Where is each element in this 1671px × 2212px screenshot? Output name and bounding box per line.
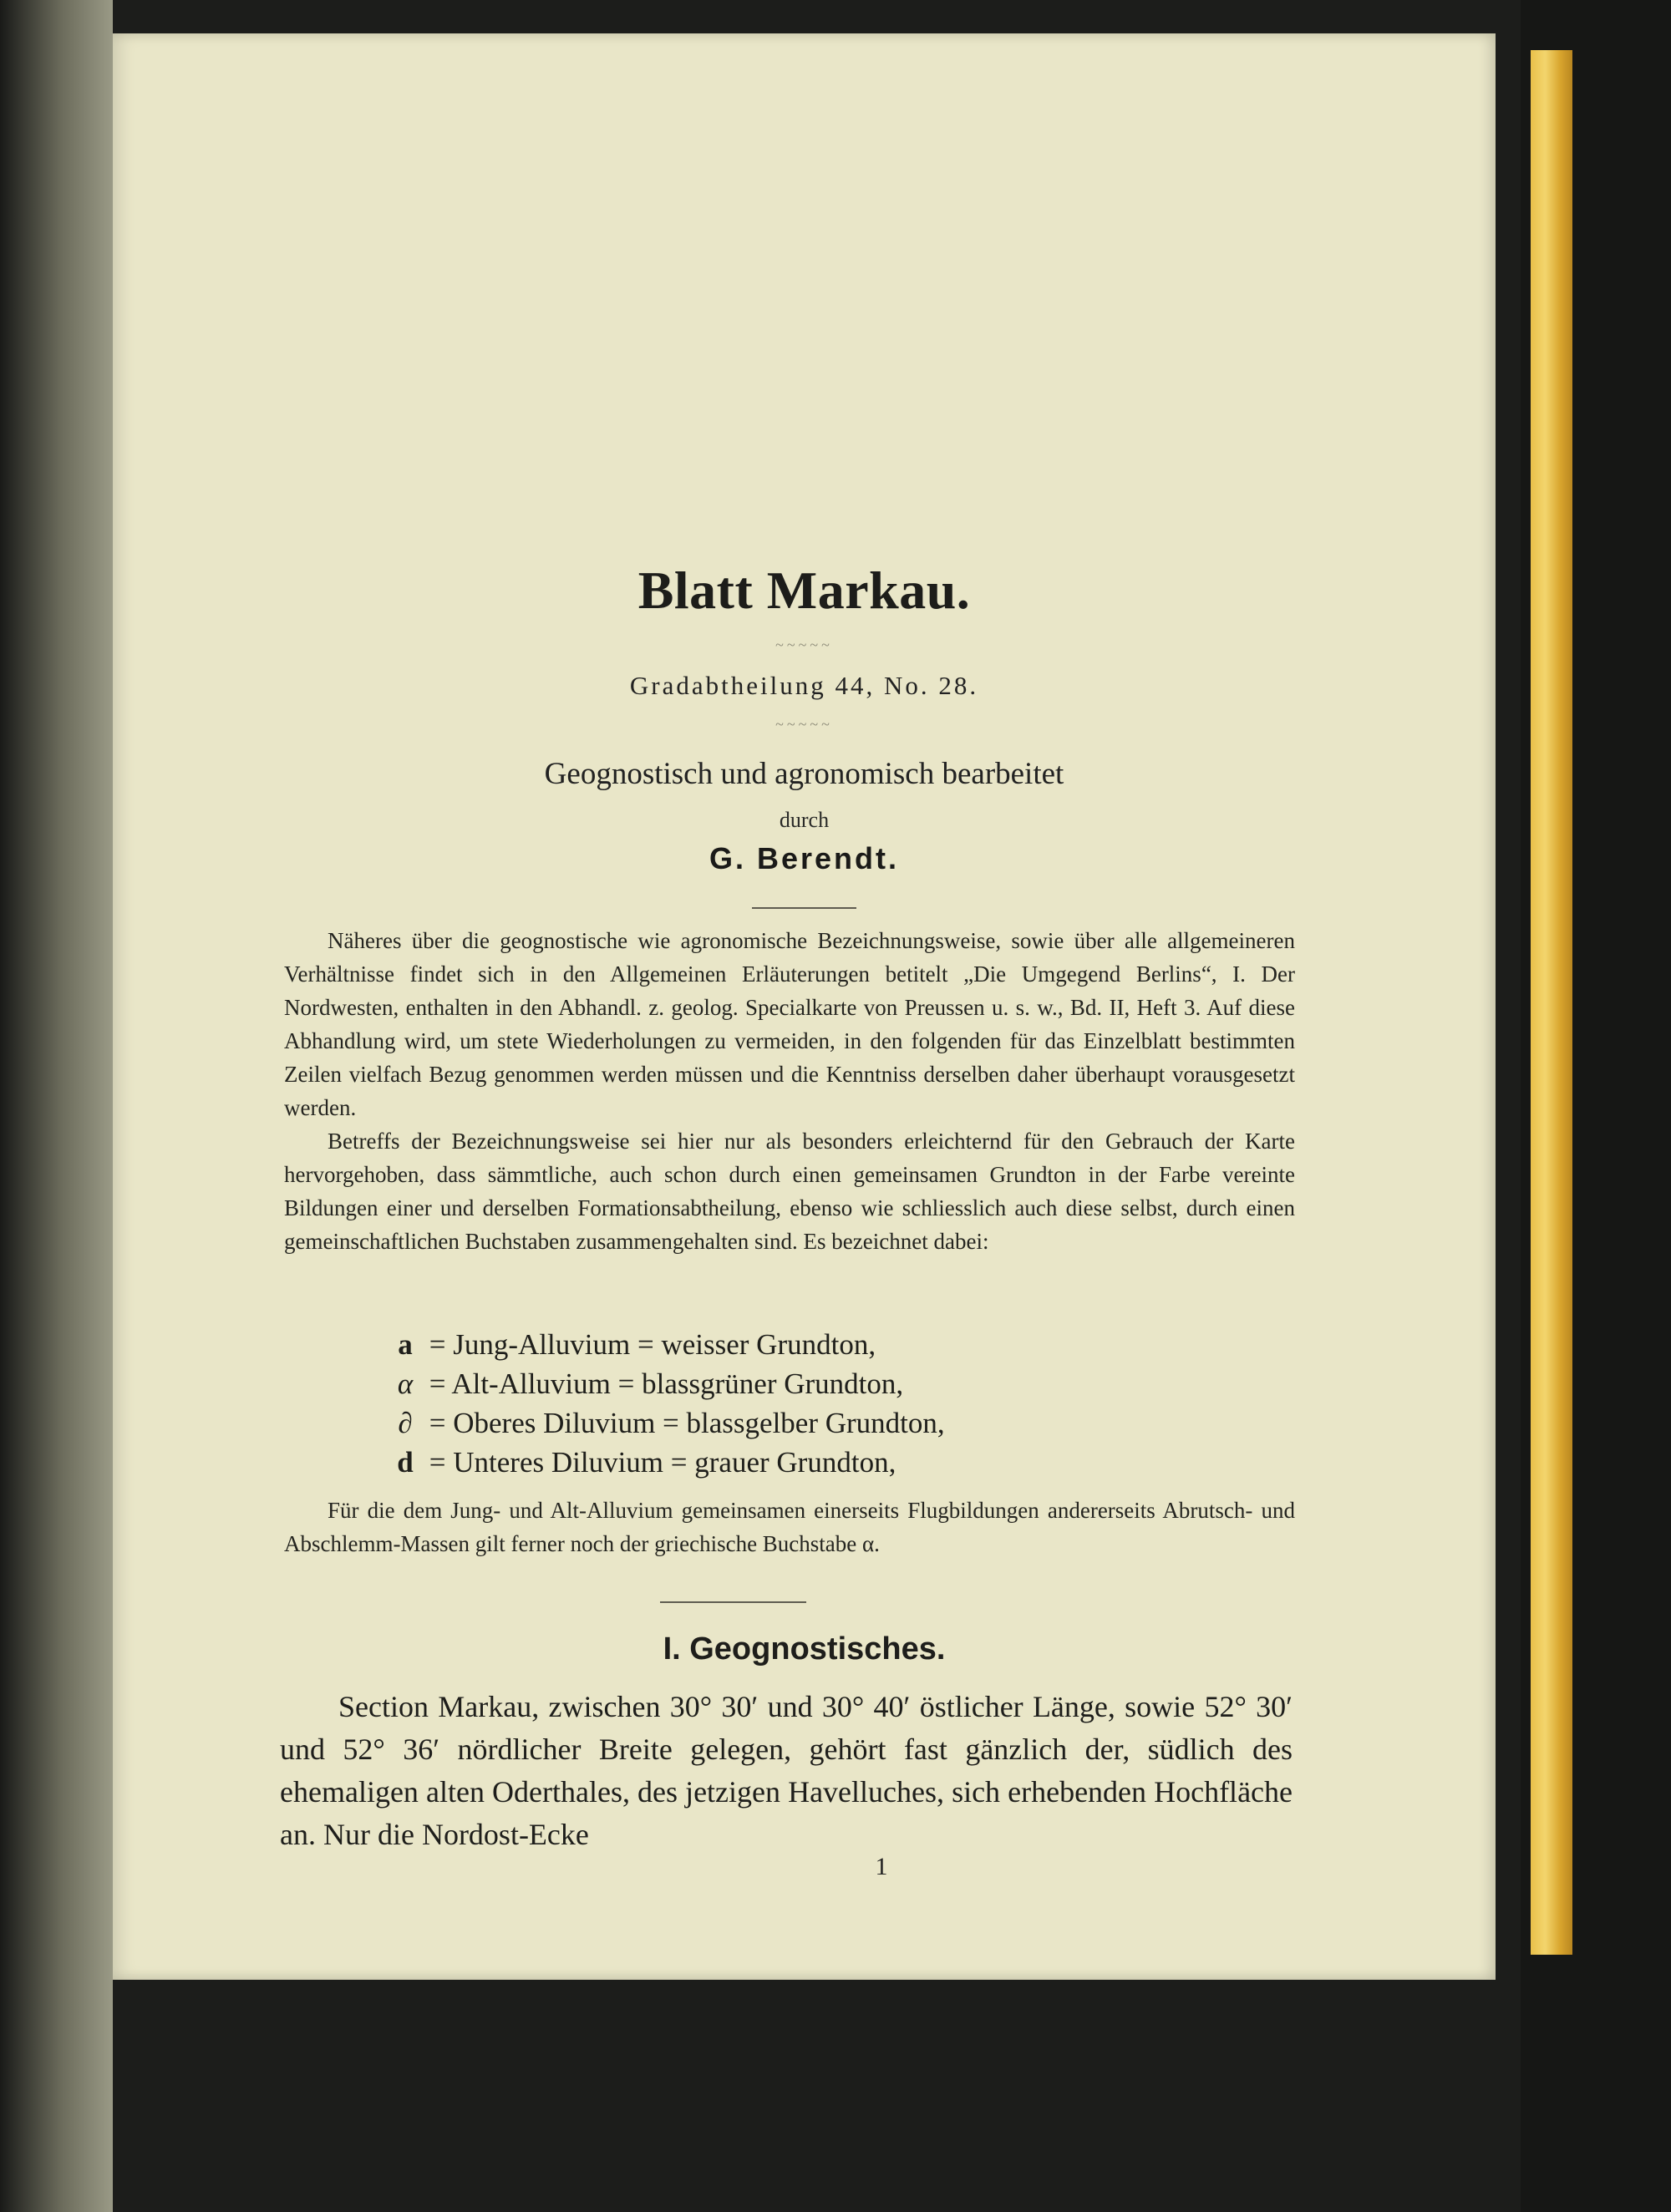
legend-name: Oberes Diluvium: [453, 1407, 656, 1439]
intro-block: [284, 924, 1295, 1258]
gradabtheilung-line: Gradabtheilung 44, No. 28.: [629, 671, 979, 700]
legend-color: weisser Grundton,: [661, 1328, 876, 1361]
legend-equals: =: [617, 1367, 635, 1400]
section-paragraph: Section Markau, zwischen 30° 30′ und 30° 40′ östlicher Länge, sowie 52° 30′ und 52° 36′ nördlicher Breite gelegen, gehört fast gänzlich der, südlich des ehemaligen alten Oderthales, des jetzigen Havelluches, sich erhebenden Hochfläche an. Nur die Nordost-Ecke: [280, 1690, 1293, 1851]
legend-name: Alt-Alluvium: [451, 1367, 611, 1400]
subtitle: Geognostisch und agronomisch bearbeitet: [544, 757, 1064, 791]
book-page: [113, 33, 1496, 1980]
divider-rule-top: [752, 907, 856, 909]
legend-equals: =: [429, 1407, 446, 1439]
legend-equals: =: [670, 1446, 688, 1479]
legend-name: Jung-Alluvium: [453, 1328, 631, 1361]
page-title: Blatt Markau.: [637, 561, 971, 620]
legend-symbol: d: [397, 1446, 414, 1479]
legend-equals: =: [637, 1328, 654, 1361]
page-number: 1: [875, 1853, 888, 1880]
subtitle-ornament: ~~~~~: [775, 716, 833, 733]
intro-block-continued: [284, 1494, 1295, 1560]
author-name: G. Berendt.: [709, 841, 900, 875]
gilt-fore-edge: [1531, 50, 1572, 1955]
legend-equals: =: [663, 1407, 679, 1439]
section-heading: I. Geognostisches.: [663, 1631, 946, 1667]
legend-row: [389, 1446, 1224, 1485]
intro-paragraph-2: Betreffs der Bezeichnungsweise sei hier nur als besonders erleichternd für den Gebrauch der Karte hervorgehoben, dass sämmtliche, auch schon durch einen gemeinsamen Grundton in der Farbe vereinte Bildungen einer und derselben Formationsabtheilung, ebenso wie schliesslich auch diese selbst, durch einen gemeinschaftlichen Buchstaben zusammengehalten sind. Es bezeichnet dabei:: [284, 1129, 1295, 1254]
legend-row: [389, 1328, 1224, 1367]
legend-equals: =: [429, 1367, 446, 1400]
legend-color: grauer Grundton,: [694, 1446, 896, 1479]
legend-color: blassgrüner Grundton,: [642, 1367, 904, 1400]
divider-rule-section: [660, 1601, 806, 1603]
legend-symbol: a: [398, 1328, 413, 1361]
title-ornament: ~~~~~: [775, 637, 833, 653]
section-body: [280, 1686, 1293, 1856]
book-gutter-left: [0, 0, 113, 2212]
intro-paragraph-1: Näheres über die geognostische wie agronomische Bezeichnungsweise, sowie über alle allgemeineren Verhältnisse findet sich in den Allgemeinen Erläuterungen betitelt „Die Umgegend Berlins“, I. Der Nordwesten, enthalten in den Abhandl. z. geolog. Specialkarte von Preussen u. s. w., Bd. II, Heft 3. Auf diese Abhandlung wird, um stete Wiederholungen zu vermeiden, in den folgenden für das Einzelblatt bestimmten Zeilen vielfach Bezug genommen werden müssen und die Kenntniss derselben daher überhaupt vorausgesetzt werden.: [284, 928, 1295, 1120]
legend-name: Unteres Diluvium: [453, 1446, 664, 1479]
legend-equals: =: [429, 1446, 446, 1479]
legend-equals: =: [429, 1328, 446, 1361]
legend-symbol: ∂: [398, 1407, 413, 1439]
intro-paragraph-3: Für die dem Jung- und Alt-Alluvium gemeinsamen einerseits Flugbildungen andererseits Abrutsch- und Abschlemm-Massen gilt ferner noch der griechische Buchstabe α.: [284, 1498, 1295, 1556]
legend-color: blassgelber Grundton,: [686, 1407, 945, 1439]
durch-label: durch: [779, 808, 830, 832]
legend-row: [389, 1407, 1224, 1446]
legend-symbol: α: [397, 1367, 414, 1400]
symbol-legend: [389, 1328, 1224, 1485]
legend-row: [389, 1367, 1224, 1407]
